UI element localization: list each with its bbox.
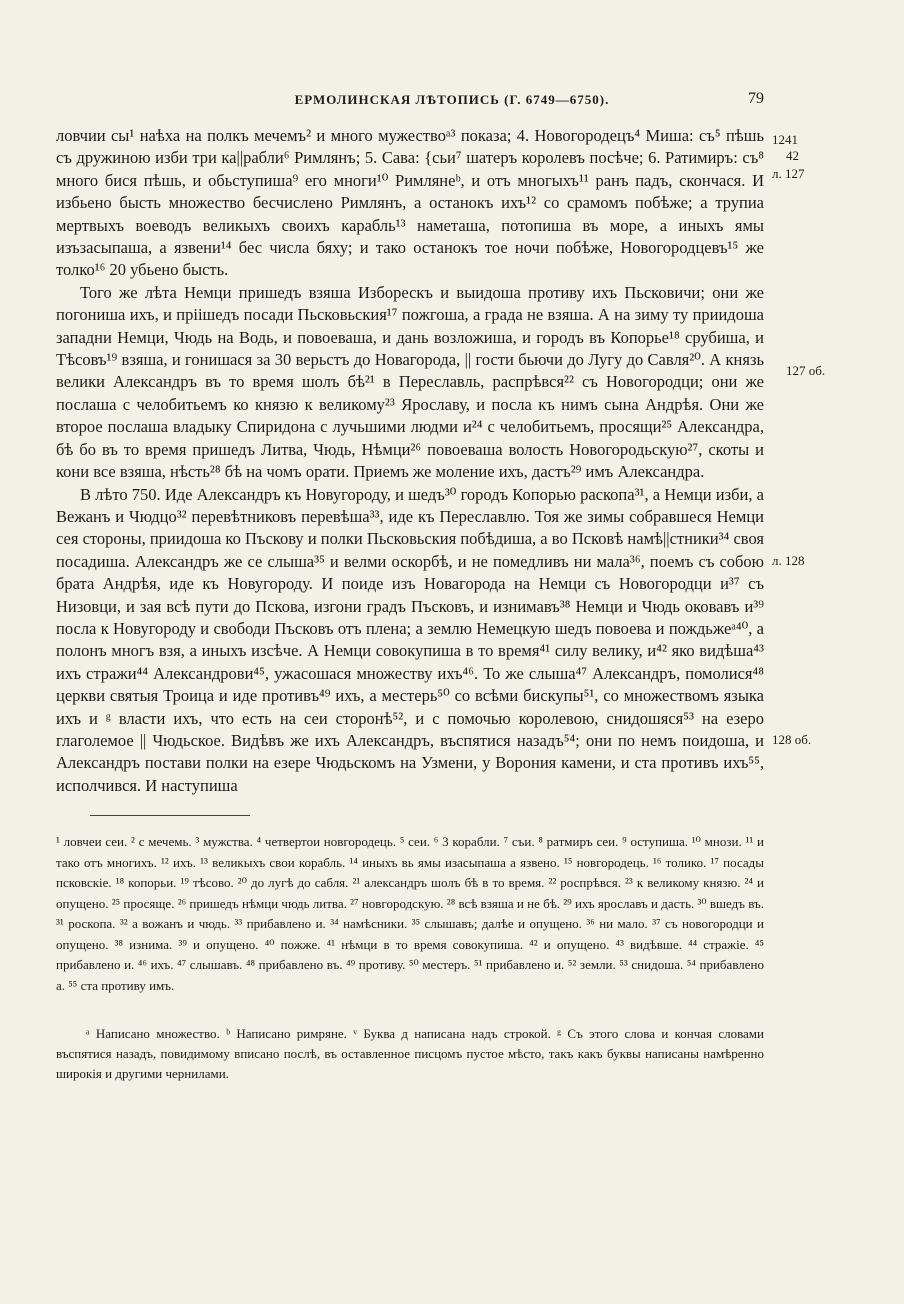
page-number: 79 <box>748 90 764 107</box>
paragraph-1: ловчии сы¹ наѣха на полкъ мечемъ² и много мужествоᵃ³ показа; 4. Новогородецъ⁴ Миша: съ⁵ пѣшь съ дружиною изби три ка||рабли⁶ Римлянъ; 5. Сава: {сьи⁷ шатеръ королевъ посѣче; 6. Ратимиръ: съ⁸ много бися пѣшь, и обьступиша⁹ его многи¹⁰ Римлянеᵇ, и отъ многыхъ¹¹ ранъ падъ, скончася. И избьено бысть множество бесчислено Римлянъ, а останокъ ихъ¹² со срамомъ побѣже; а трупиа мертвыхъ воеводъ великыхъ своихъ карабль¹³ наметаша, потопиша въ море, а иныхъ ямы изъзасыпаша, а язвени¹⁴ бес числа бяху; и тако останокъ тое ночи побѣже, Новогородцевъ¹⁵ же толко¹⁶ 20 убьено бысть. <box>56 126 764 280</box>
variant-footnotes: ¹ ловчеи сеи. ² с мечемь. ³ мужства. ⁴ четвертои новгородець. ⁵ сеи. ⁶ 3 корабли. ⁷ съи. ⁸ ратмиръ сеи. ⁹ оступиша. ¹⁰ мнози. ¹¹ и тако отъ многихъ. ¹² ихъ. ¹³ великыхъ свои корабль. ¹⁴ иныхъ вь ямы изасыпаша а язвено. ¹⁵ новгородець. ¹⁶ толико. ¹⁷ посады псковскіе. ¹⁸ копорьи. ¹⁹ тѣсово. ²⁰ до лугѣ до сабля. ²¹ александръ шолъ бѣ в то время. ²² роспрѣвся. ²³ к великому князю. ²⁴ и опущено. ²⁵ просяще. ²⁶ пришедъ нѣмци чюдь литва. ²⁷ новгородскую. ²⁸ всѣ взяша и не бѣ. ²⁹ ихъ ярославъ и дасть. ³⁰ вшедъ въ. ³¹ роскопа. ³² а вожанъ и чюдь. ³³ прибавлено и. ³⁴ намѣсники. ³⁵ слышавъ; далѣе и опущено. ³⁶ ни мало. ³⁷ съ новогородци и опущено. ³⁸ изнима. ³⁹ и опущено. ⁴⁰ пожже. ⁴¹ нѣмци в то время совокупиша. ⁴² и опущено. ⁴³ видѣвше. ⁴⁴ стражіе. ⁴⁵ прибавлено и. ⁴⁶ ихъ. ⁴⁷ слышавъ. ⁴⁸ прибавлено въ. ⁴⁹ противу. ⁵⁰ местеръ. ⁵¹ прибавлено и. ⁵² земли. ⁵³ снидоша. ⁵⁴ прибавлено а. ⁵⁵ ста противу имъ. <box>56 834 764 993</box>
margin-folio: 128 об. <box>772 732 812 747</box>
editorial-notes: ᵃ Написано множество. ᵇ Написано римряне. ᵛ Буква д написана надъ строкой. ᵍ Съ этого слова и кончая словами въспятися назадъ, повидимому вписано послѣ, въ оставленное писцомъ пустое мѣсто, такъ какъ буквы написаны намѣренно широкія и другими чернилами. <box>56 1026 764 1081</box>
margin-year: 1241 <box>772 132 798 147</box>
margin-folio: л. 128 <box>772 553 805 568</box>
running-header: ЕРМОЛИНСКАЯ ЛѢТОПИСЬ (Г. 6749—6750). <box>294 92 610 107</box>
paragraph-2: Того же лѣта Немци пришедъ взяша Изборескъ и выидоша противу ихъ Пьсковичи; они же погониша ихъ, и пріішедъ посади Пьсковьския¹⁷ пожгоша, а града не взяша. А на зиму ту приидоша западни Немци, Чюдь на Водь, и повоеваша, и дань возложиша, и городъ въ Копорье¹⁸ срубиша, и Тѣсовъ¹⁹ взяша, и гонишася за 30 верьстъ до Новагорода, || гости бьючи до Лугу до Савля²⁰. А князь велики Александръ въ то время шолъ бѣ²¹ в Переславль, распрѣвся²² съ Новогородци; они же послаша с челобитьемъ ко князю к великому²³ Ярославу, и посла къ нимъ сына Андрѣя. Они же второе послаша владыку Спиридона с лучьшими людми и²⁴ с челобитьемъ, просящи²⁵ Александра, бѣ бо въ то время пришедъ Литва, Чюдь, Нѣмци²⁶ повоеваша волость Новогородьскую²⁷, скоты и кони все взяша, нѣсть²⁸ бѣ на чомъ орати. Приемъ же моление ихъ, дастъ²⁹ имъ Александра. <box>56 282 764 482</box>
margin-folio: л. 127 <box>772 166 805 181</box>
paragraph-3: В лѣто 750. Иде Александръ къ Новугороду, и шедъ³⁰ городъ Копорью раскопа³¹, а Немци изби, а Вежанъ и Чюдцо³² перевѣтниковъ перевѣша³³, иде къ Переславлю. Тоя же зимы собравшеся Немци сея стороны, приидоша ко Пъскову и полки Пьсковьския побѣдиша, а во Псковѣ намѣ||стники³⁴ своя посадиша. Александръ же се слыша³⁵ и велми оскорбѣ, и не помедливъ ни мала³⁶, поемъ съ собою брата Андрѣя, иде къ Новугороду. И поиде изъ Новагорода на Немци съ Новогородци и³⁷ съ Низовци, и зая всѣ пути до Пскова, изгони градъ Пъсковъ, и изнимавъ³⁸ Немци и Чюдь оковавъ и³⁹ посла к Новугороду и свободи Пъсковъ отъ плена; а землю Немецкую шедъ повоева и пождьжеᵃ⁴⁰, а полонъ многъ взя, а иныхъ изсѣче. А Немци совокупиша в то время⁴¹ силу велику, и⁴² яко видѣша⁴³ ихъ стражи⁴⁴ Александрови⁴⁵, ужасошася множеству ихъ⁴⁶. То же слыша⁴⁷ Александръ, помолися⁴⁸ церкви святыя Троица и иде противъ⁴⁹ ихъ, а местерь⁵⁰ со всѣми бискупы⁵¹, со множествомъ языка ихъ и ᵍ власти ихъ, что есть на сеи сторонѣ⁵², и с помочью королевою, снидошяся⁵³ на езеро глаголемое || Чюдьское. Видѣвъ же ихъ Александръ, въспятися назадъ⁵⁴; они по немъ поидоша, и Александръ постави полки на езере Чюдьскомъ на Узмени, у Ворония камени, и ста противъ ихъ⁵⁵, исполчився. И наступиша <box>56 484 764 795</box>
main-text <box>56 125 764 797</box>
margin-folio: 127 об. <box>786 363 826 378</box>
margin-year-continuation: 42 <box>786 148 799 163</box>
footnote-separator <box>90 815 250 816</box>
